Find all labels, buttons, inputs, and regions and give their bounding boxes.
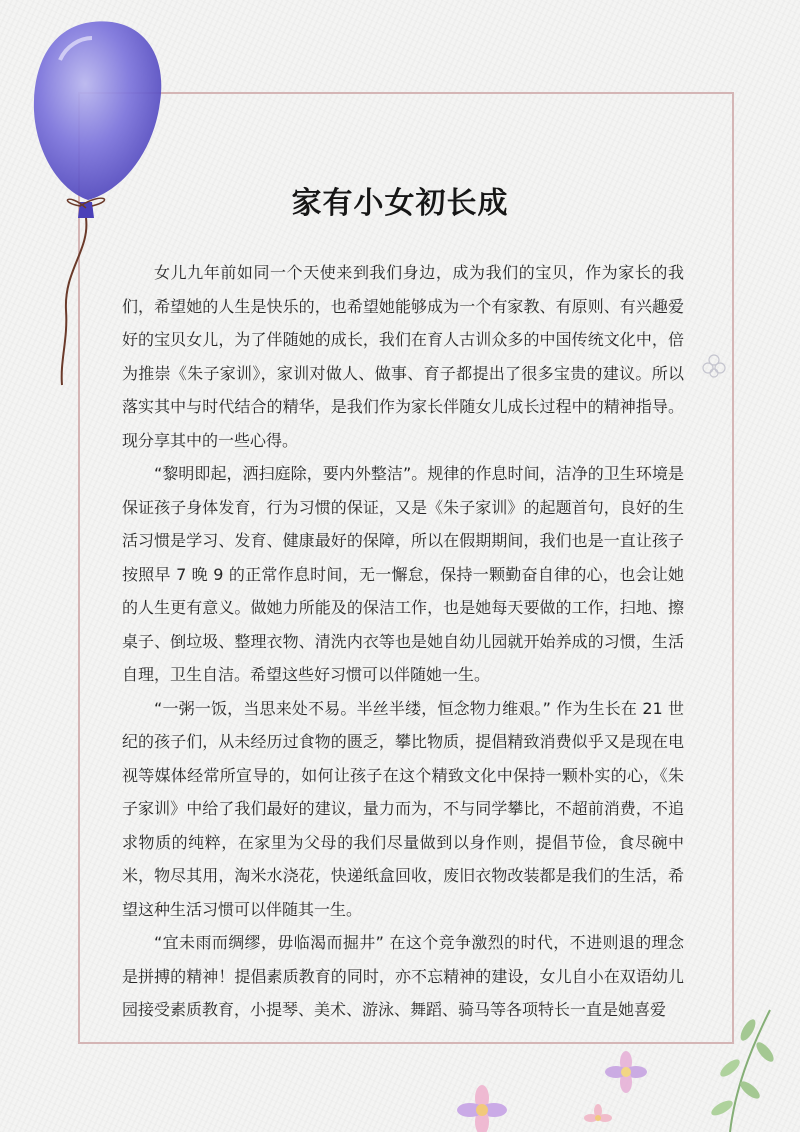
- page-title: 家有小女初长成: [291, 186, 509, 221]
- flower-icon: [700, 352, 728, 380]
- paragraph-2: “黎明即起，洒扫庭除，要内外整洁”。规律的作息时间，洁净的卫生环境是保证孩子身体发育，行为习惯的保证，又是《朱子家训》的起题首句，良好的生活习惯是学习、发育、健康最好的保障，所以在假期期间，我们也是一直让孩子按照早 7 晚 9 的正常作息时间，无一懈怠，保持一颗勤奋自律的心，也会让她的人生更有意义。做她力所能及的保洁工作，也是她每天要做的工作，扫地、擦桌子、倒垃圾、整理衣物、清洗内衣等也是她自幼儿园就开始养成的习惯，生活自理，卫生自洁。希望这些好习惯可以伴随她一生。: [122, 464, 684, 684]
- paragraph-4: “宜未雨而绸缪，毋临渴而掘井” 在这个竞争激烈的时代，不进则退的理念是拼搏的精神！提倡素质教育的同时，亦不忘精神的建设，女儿自小在双语幼儿园接受素质教育，小提琴、美术、游泳、舞蹈、骑马等各项特长一直是她喜爱: [122, 933, 684, 1019]
- paragraph-1: 女儿九年前如同一个天使来到我们身边，成为我们的宝贝，作为家长的我们，希望她的人生是快乐的，也希望她能够成为一个有家教、有原则、有兴趣爱好的宝贝女儿，为了伴随她的成长，我们在育人古训众多的中国传统文化中，倍为推崇《朱子家训》，家训对做人、做事、育子都提出了很多宝贵的建议。所以落实其中与时代结合的精华，是我们作为家长伴随女儿成长过程中的精神指导。现分享其中的一些心得。: [122, 263, 684, 450]
- article-body: [122, 256, 684, 1027]
- paragraph-3: “一粥一饭，当思来处不易。半丝半缕，恒念物力维艰。” 作为生长在 21 世纪的孩子们，从未经历过食物的匮乏，攀比物质，提倡精致消费似乎又是现在电视等媒体经常所宣导的，如何让孩子在这个精致文化中保持一颗朴实的心，《朱子家训》中给了我们最好的建议，量力而为，不与同学攀比，不超前消费，不追求物质的纯粹，在家里为父母的我们尽量做到以身作则，提倡节俭，食尽碗中米，物尽其用，淘米水浇花，快递纸盒回收，废旧衣物改装都是我们的生活，希望这种生活习惯可以伴随其一生。: [122, 698, 684, 919]
